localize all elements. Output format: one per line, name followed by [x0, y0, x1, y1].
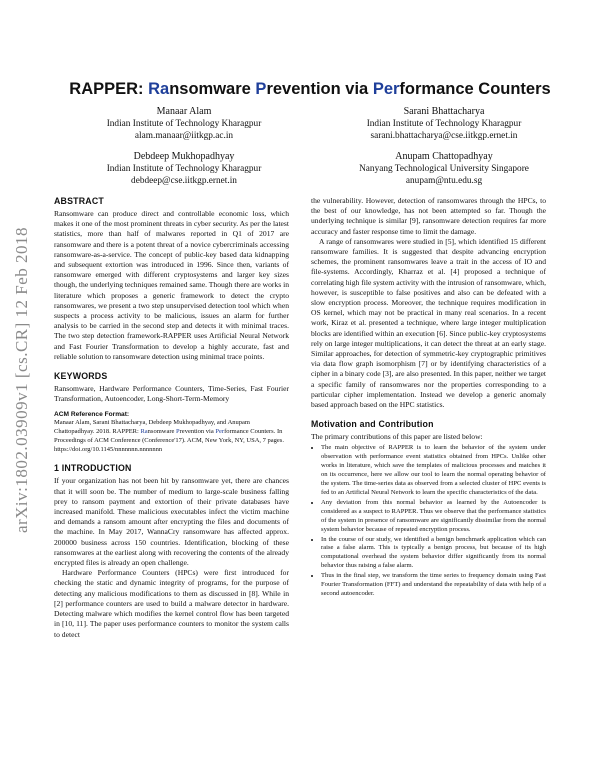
- reference-text: formance Counters. In Proceedings of ACM Conference (Conference'17). ACM, New York, NY, USA, 7 pages. https://doi.org/10.1145/nnnnnnn.nnnnnnn: [54, 428, 284, 454]
- contribution-heading: Motivation and Contribution: [311, 419, 434, 430]
- reference-highlight: P: [176, 428, 180, 436]
- reference-text: Manaar Alam, Sarani Bhattacharya, Debdeep Mukhopadhyay, and Anupam Chattopadhyay. 2018. RAPPER:: [54, 419, 250, 436]
- author-affiliation: Indian Institute of Technology Kharagpur: [106, 164, 262, 174]
- author-affiliation: Indian Institute of Technology Kharagpur: [366, 119, 522, 129]
- keywords-text: Ransomware, Hardware Performance Counters, Time-Series, Fast Fourier Transformation, Autoencoder, Long-Short-Term-Memory: [54, 384, 289, 404]
- reference-text: revention via: [179, 428, 216, 436]
- keywords-heading: KEYWORDS: [54, 371, 108, 382]
- introduction-heading: 1 INTRODUCTION: [54, 463, 132, 474]
- author-email: sarani.bhattacharya@cse.iitkgp.ernet.in: [370, 131, 518, 141]
- author-email: alam.manaar@iitkgp.ac.in: [134, 131, 234, 141]
- abstract-heading: ABSTRACT: [54, 196, 104, 206]
- introduction-paragraph: If your organization has not been hit by ransomware yet, there are chances that it will soon be. The number of medium to large-scale business falling prey to ransom payment and extortion of their private databases have increased manifold. These malicious executables infect the victim machine and demands a ransom amount after encrypting the files and documents of the machine. In May 2017, WannaCry ransomware has affected approx. 200000 business across 150 countries. Identification, blocking of these ransomwares at the earliest along with recovering the contents of the already encrypted files is already an open challenge.: [54, 476, 289, 568]
- contribution-item: • Thus in the final step, we transform the time series to frequency domain using Fast Fourier Transformation (FFT) and understand the repeatability of data with help of a second autoencoder.: [321, 572, 546, 599]
- reference-text: nsomware: [147, 428, 177, 436]
- right-column: [311, 196, 546, 600]
- author-affiliation: Indian Institute of Technology Kharagpur: [106, 119, 262, 129]
- author-email: anupam@ntu.edu.sg: [405, 176, 483, 186]
- title-text: nsomware: [169, 80, 256, 98]
- arxiv-identifier: arXiv:1802.03909v1 [cs.CR] 12 Feb 2018: [12, 226, 31, 534]
- left-column: [54, 196, 289, 640]
- author-block: [314, 151, 574, 187]
- title-highlight: P: [255, 80, 267, 98]
- contribution-intro: The primary contributions of this paper are listed below:: [311, 432, 483, 442]
- contribution-item: • The main objective of RAPPER is to learn the behavior of the system under observation with performance event statistics obtained from HPCs. Unlike other works in literature, which save the templates of malicious processes and matches it on its occurrence, here we allow our tool to learn the normal operating behavior of the system. The time-series data as observed from a selected cluster of HPC events is fed to an Artificial Neural Network to learn the specific characteristics of the data.: [321, 444, 546, 497]
- title-highlight: Ra: [148, 80, 170, 98]
- introduction-paragraph: Hardware Performance Counters (HPCs) were first introduced for checking the static and dynamic integrity of programs, for the purpose of detecting any malicious modifications to them as discussed in [8]. While in [2] performance counters are used to build a malware detector in hardware. Detecting malware which modifies the kernel control flow has been targeted in [10, 11]. The paper uses performance counters to monitor the system calls to detect: [54, 568, 289, 639]
- title-text: formance Counters: [399, 80, 551, 98]
- author-block: [314, 106, 574, 142]
- abstract-text: Ransomware can produce direct and controllable economic loss, which makes it one of the most prominent threats in cyber security. As per the latest statistics, more than half of malwares reported in Q1 of 2017 are ransomware and there is a potent threat of a novice cybercriminals accessing ransomware-as-a-service. The concept of public-key based data kidnapping and subsequent extortion was introduced in 1996. Since then, variants of ransomware emerged with different cryptosystems and larger key sizes though, the underlying techniques remained same. Though there are works in literature which proposes a generic framework to detect the crypto ransomwares, we present a two step unsupervised detection tool which when suspects a process activity to be malicious, issues an alarm for further analysis to be carried in the second step and detects it with minimal traces. The two step detection framework-RAPPER uses Artificial Neural Network and Fast Fourier Transformation to develop a highly accurate, fast and reliable solution to ransomware detection using minimal trace points.: [54, 209, 289, 361]
- author-affiliation: Nanyang Technological University Singapore: [359, 164, 529, 174]
- title-highlight: Per: [372, 80, 400, 98]
- reference-highlight: Ra: [140, 428, 148, 436]
- author-email: debdeep@cse.iitkgp.ernet.in: [131, 176, 237, 186]
- title-text: revention via: [266, 80, 373, 98]
- author-block: [54, 106, 314, 142]
- reference-highlight: Per: [215, 428, 225, 436]
- author-name: Anupam Chattopadhyay: [395, 151, 493, 162]
- contribution-item: • In the course of our study, we identified a benign benchmark application which can raise a false alarm. This is typically a benign process, but because of its high computational overhead the system behavior differ significantly from its normal behavior thus raising a false alarm.: [321, 536, 546, 572]
- acm-reference-label: ACM Reference Format:: [54, 411, 130, 419]
- author-name: Manaar Alam: [156, 106, 212, 117]
- arxiv-sidebar: [8, 180, 36, 580]
- acm-reference-text: [54, 418, 289, 454]
- body-paragraph: A range of ransomwares were studied in [5], which identified 15 different ransomware families. It is suggested that despite advancing encryption schemes, the prominent ransomwares leave a trait in the access of IO and file-systems. Accordingly, Kharraz et al. [4] proposed a technique of correlating high file system activity with the intrusion of ransomware, which, however, is susceptible to false positives and also can be defeated with a slow encryption process. Moreover, the technique requires modification in OS kernel, which may not be practical in many real scenarios. In a recent work, Kiraz et al. presented a technique, where large integer multiplication blocks are identified within an execution [6]. Since public-key cryptosystems rely on large integer multiplications, it can detect the threat at an early stage. Similar approaches, for detection of symmetric-key cryptographic primitives via data flow graph isomorphism [7] or by identifying characteristics of a cipher in a binary code [3], are also presented. In this paper, neither we target a specific family of ransomwares nor the properties corresponding to a particular cipher implementation. Instead we develop a generic anomaly based approach based on the HPC statistics.: [311, 236, 546, 410]
- body-paragraph: the vulnerability. However, detection of ransomwares through the HPCs, to the best of our knowledge, has not been attempted so far. Though the underlying technique is similar [9], ransomware detection requires far more accuracy and faster response time to limit the damage.: [311, 196, 546, 236]
- author-block: [54, 151, 314, 187]
- paper-title: [40, 80, 580, 99]
- contribution-item: • Any deviation from this normal behavior as learned by the Autoencoder is considered as a suspect to RAPPER. Thus we observe that the performance statistics of the system in presence of ransomware are significantly dissimilar from the normal system behavior because of repeated encryption process.: [321, 499, 546, 535]
- title-prefix: RAPPER:: [69, 80, 149, 98]
- contribution-list: [311, 444, 546, 598]
- author-name: Sarani Bhattacharya: [403, 106, 485, 117]
- author-name: Debdeep Mukhopadhyay: [133, 151, 235, 162]
